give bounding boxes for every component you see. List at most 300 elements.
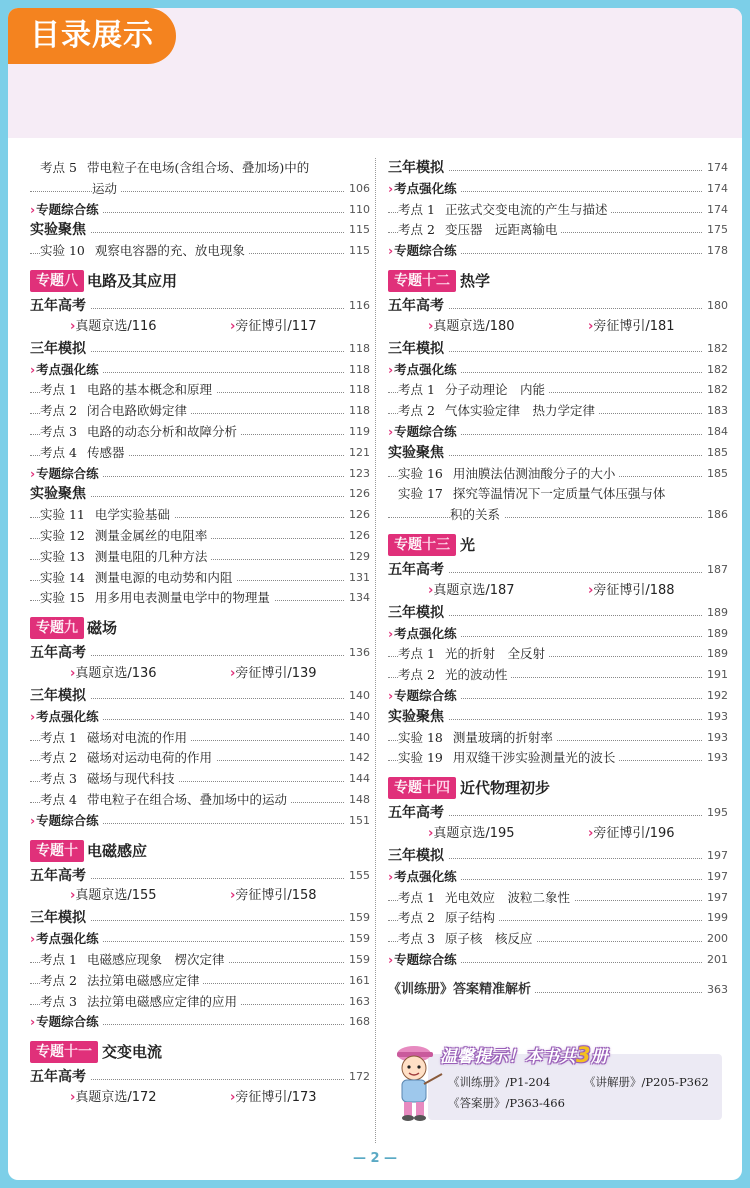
arrow-icon: › bbox=[230, 665, 236, 681]
ref-link-zhenti[interactable] bbox=[428, 824, 515, 845]
toc-label bbox=[40, 547, 211, 568]
toc-label bbox=[398, 908, 499, 929]
ref-link-pangzheng[interactable] bbox=[588, 824, 675, 845]
toc-item-text: 考点强化练 bbox=[36, 708, 99, 724]
toc-label bbox=[398, 484, 669, 505]
ref-link-zhenti[interactable] bbox=[428, 581, 515, 602]
toc-label bbox=[40, 790, 291, 811]
toc-section[interactable] bbox=[388, 339, 728, 360]
toc-label bbox=[30, 1012, 103, 1033]
arrow-icon: › bbox=[428, 825, 434, 841]
toc-page-number: 192 bbox=[703, 686, 728, 707]
toc-page-number: 126 bbox=[345, 505, 370, 526]
page-title: 目录展示 bbox=[8, 8, 176, 64]
toc-page-number: 186 bbox=[703, 505, 728, 526]
toc-label bbox=[30, 484, 90, 505]
topic-badge-number: 十一 bbox=[64, 1044, 92, 1061]
toc-label bbox=[40, 380, 216, 401]
toc-item-continued[interactable] bbox=[30, 179, 370, 200]
ref-link-label: 真题京选/116 bbox=[75, 318, 157, 334]
toc-item-number: 实验 19 bbox=[398, 750, 443, 766]
toc-section[interactable] bbox=[30, 484, 370, 505]
toc-label bbox=[40, 505, 174, 526]
tip-line-training: 《训练册》/P1-204 bbox=[448, 1075, 551, 1089]
toc-item[interactable] bbox=[388, 464, 728, 485]
topic-heading bbox=[30, 838, 370, 864]
topic-badge-label: 专题 bbox=[36, 842, 64, 859]
toc-page-number: 189 bbox=[703, 644, 728, 665]
toc-item[interactable] bbox=[30, 547, 370, 568]
ref-link-label: 旁征博引/158 bbox=[235, 888, 317, 904]
toc-item-number: 考点 2 bbox=[40, 972, 77, 988]
toc-label bbox=[398, 401, 599, 422]
toc-page-number: 175 bbox=[703, 220, 728, 241]
tip-box bbox=[388, 1040, 724, 1120]
toc-item[interactable] bbox=[30, 158, 370, 179]
toc-item[interactable] bbox=[30, 443, 370, 464]
toc-section[interactable] bbox=[388, 443, 728, 464]
ref-link-pangzheng[interactable] bbox=[230, 886, 317, 907]
toc-item-text: 探究等温情况下一定质量气体压强与体 bbox=[452, 486, 666, 502]
toc-item-text: 考点强化练 bbox=[394, 180, 457, 196]
toc-item-number: 考点 4 bbox=[40, 444, 77, 460]
toc-label bbox=[40, 401, 191, 422]
toc-label bbox=[388, 422, 461, 443]
toc-item-number: 考点 2 bbox=[40, 750, 77, 766]
topic-badge-number: 十四 bbox=[422, 780, 450, 797]
toc-label bbox=[398, 888, 574, 909]
toc-page-number: 118 bbox=[345, 339, 370, 360]
toc-page-number: 174 bbox=[703, 158, 728, 179]
toc-page-number: 174 bbox=[703, 179, 728, 200]
toc-item-number: 考点 5 bbox=[40, 160, 77, 175]
tip-heading-number: 3 bbox=[576, 1043, 591, 1067]
pair-row bbox=[388, 317, 728, 339]
topic-badge bbox=[388, 534, 456, 556]
toc-page-number: 183 bbox=[703, 401, 728, 422]
toc-item[interactable] bbox=[30, 971, 370, 992]
toc-subsection[interactable] bbox=[388, 422, 728, 443]
dot-leader bbox=[30, 191, 370, 192]
topic-heading bbox=[388, 532, 728, 558]
toc-item-number: 考点 4 bbox=[40, 791, 77, 807]
toc-label bbox=[398, 380, 549, 401]
toc-label bbox=[388, 179, 461, 200]
toc-section[interactable] bbox=[30, 220, 370, 241]
ref-link-zhenti[interactable] bbox=[428, 317, 515, 338]
toc-item[interactable] bbox=[388, 929, 728, 950]
tip-heading-text: 温馨提示！本书共 bbox=[440, 1047, 576, 1067]
ref-link-label: 真题京选/136 bbox=[75, 665, 157, 681]
answers-row[interactable] bbox=[388, 979, 728, 1001]
toc-label bbox=[388, 443, 448, 464]
toc-subsection[interactable] bbox=[30, 707, 370, 728]
toc-item-number: 考点 1 bbox=[40, 951, 77, 967]
pair-row bbox=[30, 886, 370, 908]
toc-item-text: 实验聚焦 bbox=[30, 222, 86, 239]
toc-item[interactable] bbox=[30, 748, 370, 769]
page-frame bbox=[8, 8, 742, 1180]
toc-item-text: 原子结构 bbox=[444, 910, 495, 926]
arrow-icon: › bbox=[388, 625, 394, 641]
toc-label bbox=[388, 339, 448, 360]
tip-line-lecture: 《讲解册》/P205-P362 bbox=[584, 1075, 709, 1089]
arrow-icon: › bbox=[30, 708, 36, 724]
toc-subsection[interactable] bbox=[30, 929, 370, 950]
toc-item[interactable] bbox=[388, 748, 728, 769]
toc-item-text: 用油膜法估测油酸分子的大小 bbox=[452, 465, 616, 481]
toc-page-number: 195 bbox=[703, 803, 728, 824]
ref-link-zhenti[interactable] bbox=[70, 1088, 157, 1109]
ref-link-pangzheng[interactable] bbox=[230, 317, 317, 338]
topic-heading bbox=[30, 615, 370, 641]
toc-item-text: 正弦式交变电流的产生与描述 bbox=[444, 201, 608, 217]
toc-item[interactable] bbox=[30, 422, 370, 443]
arrow-icon: › bbox=[70, 318, 76, 334]
arrow-icon: › bbox=[388, 687, 394, 703]
toc-subsection[interactable] bbox=[30, 811, 370, 832]
toc-item[interactable] bbox=[30, 505, 370, 526]
ref-link-label: 旁征博引/139 bbox=[235, 665, 317, 681]
toc-section[interactable] bbox=[388, 560, 728, 581]
toc-item-number: 实验 17 bbox=[398, 486, 443, 502]
toc-section[interactable] bbox=[388, 803, 728, 824]
toc-label bbox=[40, 769, 178, 790]
toc-section[interactable] bbox=[388, 158, 728, 179]
arrow-icon: › bbox=[30, 201, 36, 217]
toc-item-text: 带电粒子在电场(含组合场、叠加场)中的 bbox=[86, 160, 310, 175]
toc-item-text: 三年模拟 bbox=[388, 847, 444, 864]
toc-item-text: 专题综合练 bbox=[394, 243, 457, 259]
toc-subsection[interactable] bbox=[388, 950, 728, 971]
toc-section[interactable] bbox=[30, 643, 370, 664]
toc-page-number: 159 bbox=[345, 950, 370, 971]
toc-page-number: 161 bbox=[345, 971, 370, 992]
toc-label bbox=[398, 748, 619, 769]
column-divider bbox=[375, 158, 376, 1143]
toc-item[interactable] bbox=[30, 790, 370, 811]
toc-label bbox=[30, 866, 90, 887]
toc-label bbox=[388, 296, 448, 317]
toc-label bbox=[40, 971, 203, 992]
toc-page-number: 172 bbox=[345, 1067, 370, 1088]
toc-subsection[interactable] bbox=[388, 360, 728, 381]
toc-label bbox=[30, 643, 90, 664]
toc-item[interactable] bbox=[30, 401, 370, 422]
toc-page-number: 189 bbox=[703, 624, 728, 645]
arrow-icon: › bbox=[388, 951, 394, 967]
ref-link-zhenti[interactable] bbox=[70, 664, 157, 685]
toc-item-text: 光的波动性 bbox=[444, 667, 508, 683]
topic-title: 交变电流 bbox=[102, 1043, 163, 1062]
toc-item[interactable] bbox=[388, 888, 728, 909]
toc-page-number: 119 bbox=[345, 422, 370, 443]
toc-item[interactable] bbox=[30, 769, 370, 790]
toc-label bbox=[30, 811, 103, 832]
topic-title: 光 bbox=[460, 535, 476, 554]
toc-label bbox=[388, 867, 461, 888]
toc-item-text: 磁场对电流的作用 bbox=[86, 729, 187, 745]
ref-link-label: 旁征博引/117 bbox=[235, 318, 317, 334]
toc-item[interactable] bbox=[30, 950, 370, 971]
arrow-icon: › bbox=[30, 465, 36, 481]
topic-badge-label: 专题 bbox=[36, 1044, 64, 1061]
ref-link-label: 旁征博引/173 bbox=[235, 1089, 317, 1105]
toc-page-number: 116 bbox=[345, 296, 370, 317]
toc-item-number: 考点 2 bbox=[398, 222, 435, 238]
toc-item[interactable] bbox=[388, 728, 728, 749]
toc-item-text: 三年模拟 bbox=[30, 910, 86, 927]
topic-badge bbox=[388, 270, 456, 292]
pair-row bbox=[388, 824, 728, 846]
toc-label bbox=[388, 803, 448, 824]
toc-page-number: 142 bbox=[345, 748, 370, 769]
toc-page-number: 126 bbox=[345, 484, 370, 505]
ref-link-label: 真题京选/187 bbox=[433, 582, 515, 598]
toc-item[interactable] bbox=[388, 380, 728, 401]
toc-page-number: 193 bbox=[703, 707, 728, 728]
arrow-icon: › bbox=[388, 243, 394, 259]
topic-title: 磁场 bbox=[87, 619, 118, 638]
toc-item-text: 专题综合练 bbox=[394, 951, 457, 967]
toc-item-text: 专题综合练 bbox=[394, 687, 457, 703]
toc-page-number: 118 bbox=[345, 380, 370, 401]
toc-label bbox=[30, 707, 103, 728]
topic-heading bbox=[388, 268, 728, 294]
toc-section[interactable] bbox=[388, 707, 728, 728]
toc-section[interactable] bbox=[388, 603, 728, 624]
toc-section[interactable] bbox=[388, 296, 728, 317]
toc-item[interactable] bbox=[388, 484, 728, 505]
topic-badge bbox=[388, 777, 456, 799]
toc-item-number: 考点 1 bbox=[398, 646, 435, 662]
toc-label bbox=[398, 464, 619, 485]
toc-label bbox=[92, 179, 121, 200]
toc-page-number: 185 bbox=[703, 464, 728, 485]
answers-label: 《训练册》答案精准解析 bbox=[388, 979, 535, 1001]
toc-item-number: 实验 12 bbox=[40, 527, 85, 543]
toc-item-text: 电学实验基础 bbox=[94, 507, 170, 523]
toc-label bbox=[398, 929, 536, 950]
topic-badge-number: 十三 bbox=[422, 536, 450, 553]
toc-label bbox=[388, 707, 448, 728]
toc-subsection[interactable] bbox=[388, 241, 728, 262]
toc-item-continued[interactable] bbox=[388, 505, 728, 526]
arrow-icon: › bbox=[388, 423, 394, 439]
toc-page-number: 115 bbox=[345, 220, 370, 241]
pair-row bbox=[388, 581, 728, 603]
toc-item-text: 三年模拟 bbox=[30, 340, 86, 357]
toc-page-number: 136 bbox=[345, 643, 370, 664]
toc-page-number: 123 bbox=[345, 464, 370, 485]
arrow-icon: › bbox=[30, 1014, 36, 1030]
toc-item[interactable] bbox=[30, 568, 370, 589]
toc-label bbox=[388, 950, 461, 971]
toc-page-number: 140 bbox=[345, 707, 370, 728]
toc-item-text: 三年模拟 bbox=[388, 160, 444, 176]
toc-subsection[interactable] bbox=[30, 200, 370, 221]
toc-item-number: 实验 13 bbox=[40, 548, 85, 564]
ref-link-zhenti[interactable] bbox=[70, 886, 157, 907]
toc-page-number: 182 bbox=[703, 380, 728, 401]
toc-subsection[interactable] bbox=[30, 464, 370, 485]
toc-page-number: 121 bbox=[345, 443, 370, 464]
toc-item-text: 测量电阻的几种方法 bbox=[94, 548, 208, 564]
toc-subsection[interactable] bbox=[388, 686, 728, 707]
toc-page-number: 182 bbox=[703, 360, 728, 381]
toc-label bbox=[388, 603, 448, 624]
ref-link-label: 旁征博引/181 bbox=[593, 318, 675, 334]
topic-badge-label: 专题 bbox=[394, 780, 422, 797]
toc-item[interactable] bbox=[30, 588, 370, 609]
toc-item[interactable] bbox=[388, 401, 728, 422]
toc-subsection[interactable] bbox=[388, 624, 728, 645]
toc-item[interactable] bbox=[388, 644, 728, 665]
toc-page-number: 159 bbox=[345, 908, 370, 929]
toc-item[interactable] bbox=[30, 241, 370, 262]
toc-item-text: 专题综合练 bbox=[36, 201, 99, 217]
arrow-icon: › bbox=[230, 318, 236, 334]
toc-item-text: 实验聚焦 bbox=[30, 486, 86, 503]
toc-item-number: 考点 2 bbox=[398, 403, 435, 419]
topic-title: 近代物理初步 bbox=[460, 779, 551, 798]
toc-page-number: 201 bbox=[703, 950, 728, 971]
toc-subsection[interactable] bbox=[30, 360, 370, 381]
toc-page-number: 197 bbox=[703, 888, 728, 909]
toc-item-text: 五年高考 bbox=[30, 297, 86, 314]
toc-label bbox=[388, 846, 448, 867]
toc-item-number: 考点 1 bbox=[398, 382, 435, 398]
toc-item-number: 考点 3 bbox=[40, 771, 77, 787]
ref-link-pangzheng[interactable] bbox=[230, 1088, 317, 1109]
toc-item-text: 考点强化练 bbox=[36, 931, 99, 947]
toc-item-number: 考点 1 bbox=[40, 729, 77, 745]
toc-label bbox=[388, 686, 461, 707]
toc-item-text: 电路的动态分析和故障分析 bbox=[86, 423, 237, 439]
toc-item-text: 考点强化练 bbox=[394, 625, 457, 641]
toc-page-number: 197 bbox=[703, 867, 728, 888]
toc-item-text: 三年模拟 bbox=[30, 687, 86, 704]
toc-item-number: 实验 10 bbox=[40, 243, 85, 259]
toc-item-number: 考点 3 bbox=[40, 423, 77, 439]
pair-row bbox=[30, 1088, 370, 1110]
arrow-icon: › bbox=[428, 582, 434, 598]
toc-section[interactable] bbox=[30, 908, 370, 929]
toc-page-number: 200 bbox=[703, 929, 728, 950]
toc-item-text: 五年高考 bbox=[388, 297, 444, 314]
toc-item-text: 带电粒子在组合场、叠加场中的运动 bbox=[86, 791, 287, 807]
toc-page-number: 151 bbox=[345, 811, 370, 832]
toc-page-number: 174 bbox=[703, 200, 728, 221]
arrow-icon: › bbox=[588, 318, 594, 334]
toc-item[interactable] bbox=[388, 908, 728, 929]
topic-badge bbox=[30, 840, 84, 862]
topic-badge-label: 专题 bbox=[394, 272, 422, 289]
toc-page-number: 126 bbox=[345, 526, 370, 547]
toc-item[interactable] bbox=[388, 665, 728, 686]
toc-item-text: 五年高考 bbox=[388, 805, 444, 822]
toc-item-number: 考点 3 bbox=[40, 993, 77, 1009]
toc-page-number: 148 bbox=[345, 790, 370, 811]
toc-page-number: 197 bbox=[703, 846, 728, 867]
toc-section[interactable] bbox=[388, 846, 728, 867]
toc-item-text: 五年高考 bbox=[30, 867, 86, 884]
toc-item-text: 五年高考 bbox=[30, 645, 86, 662]
toc-item-text: 积的关系 bbox=[450, 507, 501, 523]
toc-subsection[interactable] bbox=[388, 179, 728, 200]
toc-item-text: 三年模拟 bbox=[388, 340, 444, 357]
toc-item[interactable] bbox=[388, 200, 728, 221]
topic-badge bbox=[30, 1041, 98, 1063]
ref-link-pangzheng[interactable] bbox=[588, 581, 675, 602]
toc-label bbox=[398, 728, 557, 749]
ref-link-label: 旁征博引/188 bbox=[593, 582, 675, 598]
toc-label bbox=[388, 560, 448, 581]
toc-item-text: 电路的基本概念和原理 bbox=[86, 382, 212, 398]
toc-label bbox=[30, 464, 103, 485]
toc-section[interactable] bbox=[30, 339, 370, 360]
toc-section[interactable] bbox=[30, 866, 370, 887]
toc-label bbox=[40, 728, 191, 749]
topic-badge-label: 专题 bbox=[36, 272, 64, 289]
toc-item-text: 测量金属丝的电阻率 bbox=[94, 527, 208, 543]
toc-label bbox=[388, 241, 461, 262]
toc-item-text: 法拉第电磁感应定律的应用 bbox=[86, 993, 237, 1009]
toc-label bbox=[30, 220, 90, 241]
toc-item-text: 气体实验定律 热力学定律 bbox=[444, 403, 595, 419]
ref-link-pangzheng[interactable] bbox=[230, 664, 317, 685]
toc-section[interactable] bbox=[30, 1067, 370, 1088]
toc-page-number: 159 bbox=[345, 929, 370, 950]
toc-subsection[interactable] bbox=[388, 867, 728, 888]
toc-item[interactable] bbox=[30, 992, 370, 1013]
toc-label bbox=[40, 748, 216, 769]
toc-item-text: 专题综合练 bbox=[36, 465, 99, 481]
toc-item-text: 五年高考 bbox=[30, 1069, 86, 1086]
toc-item[interactable] bbox=[388, 220, 728, 241]
ref-link-zhenti[interactable] bbox=[70, 317, 157, 338]
toc-item-number: 考点 1 bbox=[40, 382, 77, 398]
toc-page-number: 110 bbox=[345, 200, 370, 221]
toc-label bbox=[40, 992, 241, 1013]
toc-item[interactable] bbox=[30, 728, 370, 749]
toc-item-text: 观察电容器的充、放电现象 bbox=[94, 243, 245, 259]
arrow-icon: › bbox=[588, 582, 594, 598]
toc-page-number: 131 bbox=[345, 568, 370, 589]
toc-page-number: 115 bbox=[345, 241, 370, 262]
ref-link-pangzheng[interactable] bbox=[588, 317, 675, 338]
toc-section[interactable] bbox=[30, 686, 370, 707]
toc-item-number: 实验 16 bbox=[398, 465, 443, 481]
topic-badge-label: 专题 bbox=[36, 620, 64, 637]
toc-page-number: 182 bbox=[703, 339, 728, 360]
toc-item[interactable] bbox=[30, 380, 370, 401]
toc-item-text: 测量电源的电动势和内阻 bbox=[94, 569, 233, 585]
tip-heading bbox=[440, 1042, 608, 1067]
toc-item-number: 考点 2 bbox=[398, 667, 435, 683]
toc-page-number: 134 bbox=[345, 588, 370, 609]
toc-item-text: 专题综合练 bbox=[394, 423, 457, 439]
toc-right-column bbox=[388, 158, 728, 1001]
toc-item-text: 考点强化练 bbox=[394, 361, 457, 377]
toc-label bbox=[40, 422, 241, 443]
toc-page-number: 189 bbox=[703, 603, 728, 624]
page-number: — 2 — bbox=[352, 1151, 398, 1166]
toc-item-text: 原子核 核反应 bbox=[444, 931, 533, 947]
toc-section[interactable] bbox=[30, 296, 370, 317]
toc-subsection[interactable] bbox=[30, 1012, 370, 1033]
toc-item[interactable] bbox=[30, 526, 370, 547]
